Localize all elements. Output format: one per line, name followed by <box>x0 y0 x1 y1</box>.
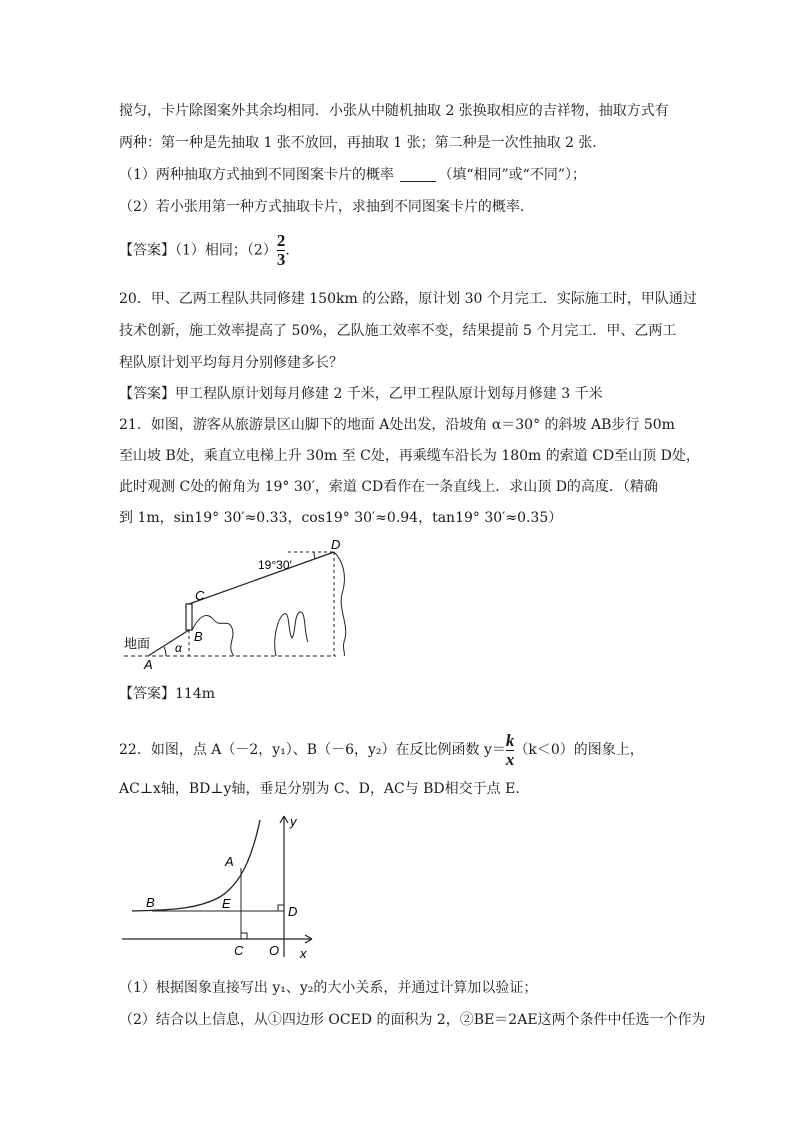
q22-line1 <box>119 730 644 770</box>
label-e: E <box>222 896 231 911</box>
label-o: O <box>269 943 280 958</box>
q22-line1-tail: （k＜0）的图象上， <box>514 742 644 758</box>
label-b: B <box>146 895 155 910</box>
label-y: y <box>290 814 297 829</box>
fraction-denominator: 3 <box>276 250 286 269</box>
label-b: B <box>194 629 203 644</box>
q21-line4: 到 1m，sin19° 30′≈0.33，cos19° 30′≈0.94，tan19° 30′≈0.35） <box>119 510 563 526</box>
q19-answer-text: 【答案】（1）相同；（2） <box>119 242 277 259</box>
q20-line2: 技术创新，施工效率提高了 50%，乙队施工效率不变，结果提前 5 个月完工．甲、乙两工 <box>119 323 677 339</box>
q19-sub1-text: （1）两种抽取方式抽到不同图案卡片的概率 <box>119 167 394 183</box>
q20-line3: 程队原计划平均每月分别修建多长？ <box>119 355 343 371</box>
q20-answer: 【答案】甲工程队原计划每月修建 2 千米，乙甲工程队原计划每月修建 3 千米 <box>119 386 603 402</box>
q19-sub1 <box>119 165 586 185</box>
label-a: A <box>144 657 153 670</box>
right-angle-c <box>241 933 247 939</box>
label-d: D <box>288 904 298 919</box>
alpha-arc <box>164 647 166 656</box>
q19-line2: 两种：第一种是先抽取 1 张不放回，再抽取 1 张；第二种是一次性抽取 2 张． <box>119 135 607 151</box>
q21-answer: 【答案】114m <box>119 686 215 702</box>
q19-answer-period: . <box>285 242 290 259</box>
mountain-right <box>334 552 346 656</box>
q22-line2: AC⊥x轴，BD⊥y轴，垂足分别为 C、D，AC与 BD相交于点 E. <box>119 781 520 797</box>
q22-sub2: （2）结合以上信息，从①四边形 OCED 的面积为 2，②BE＝2AE这两个条件中任选一个作为 <box>119 1012 706 1028</box>
label-c: C <box>234 943 244 958</box>
q21-line2: 至山坡 B处，乘直立电梯上升 30m 至 C处，再乘缆车沿长为 180m 的索道 CD至山顶 D处， <box>119 448 700 464</box>
slope-ab <box>148 630 189 656</box>
label-d: D <box>331 538 341 552</box>
label-a: A <box>225 854 234 869</box>
q21-figure <box>118 538 363 670</box>
q21-line1: 21．如图，游客从旅游景区山脚下的地面 A处出发，沿坡角 α＝30° 的斜坡 AB步行 50m <box>119 417 675 433</box>
label-c: C <box>195 588 205 603</box>
fraction-numerator: k <box>505 730 515 750</box>
q19-answer <box>119 232 290 269</box>
q20-line1: 20．甲、乙两工程队共同修建 150km 的公路，原计划 30 个月完工．实际施工时，甲队通过 <box>119 291 697 307</box>
q22-sub1: （1）根据图象直接写出 y₁、y₂的大小关系，并通过计算加以验证； <box>119 980 538 996</box>
angle-label: 19°30′ <box>258 558 292 572</box>
depression-arc <box>314 552 315 559</box>
elevator <box>186 604 192 630</box>
fraction-numerator: 2 <box>276 231 286 250</box>
q19-sub2: （2）若小张用第一种方式抽取卡片，求抽到不同图案卡片的概率． <box>119 199 534 215</box>
q22-line1-text: 22．如图，点 A（－2，y₁）、B（－6，y₂）在反比例函数 y＝ <box>119 742 506 758</box>
ground-label: 地面 <box>124 636 151 651</box>
label-alpha: α <box>175 641 182 655</box>
q19-sub1-hint: （填“相同”或“不同”）； <box>438 167 586 183</box>
fraction-denominator: x <box>505 749 515 769</box>
q22-figure <box>118 812 328 962</box>
label-x: x <box>300 946 307 961</box>
q19-line1: 搅匀，卡片除图案外其余均相同．小张从中随机抽取 2 张换取相应的吉祥物，抽取方式有 <box>119 103 669 119</box>
mountain-middle <box>275 612 308 656</box>
q21-line3: 此时观测 C处的俯角为 19° 30′，索道 CD看作在一条直线上．求山顶 D的高度．（精确 <box>119 479 658 495</box>
q19-answer-blank <box>400 167 436 182</box>
right-angle-d <box>278 905 284 911</box>
